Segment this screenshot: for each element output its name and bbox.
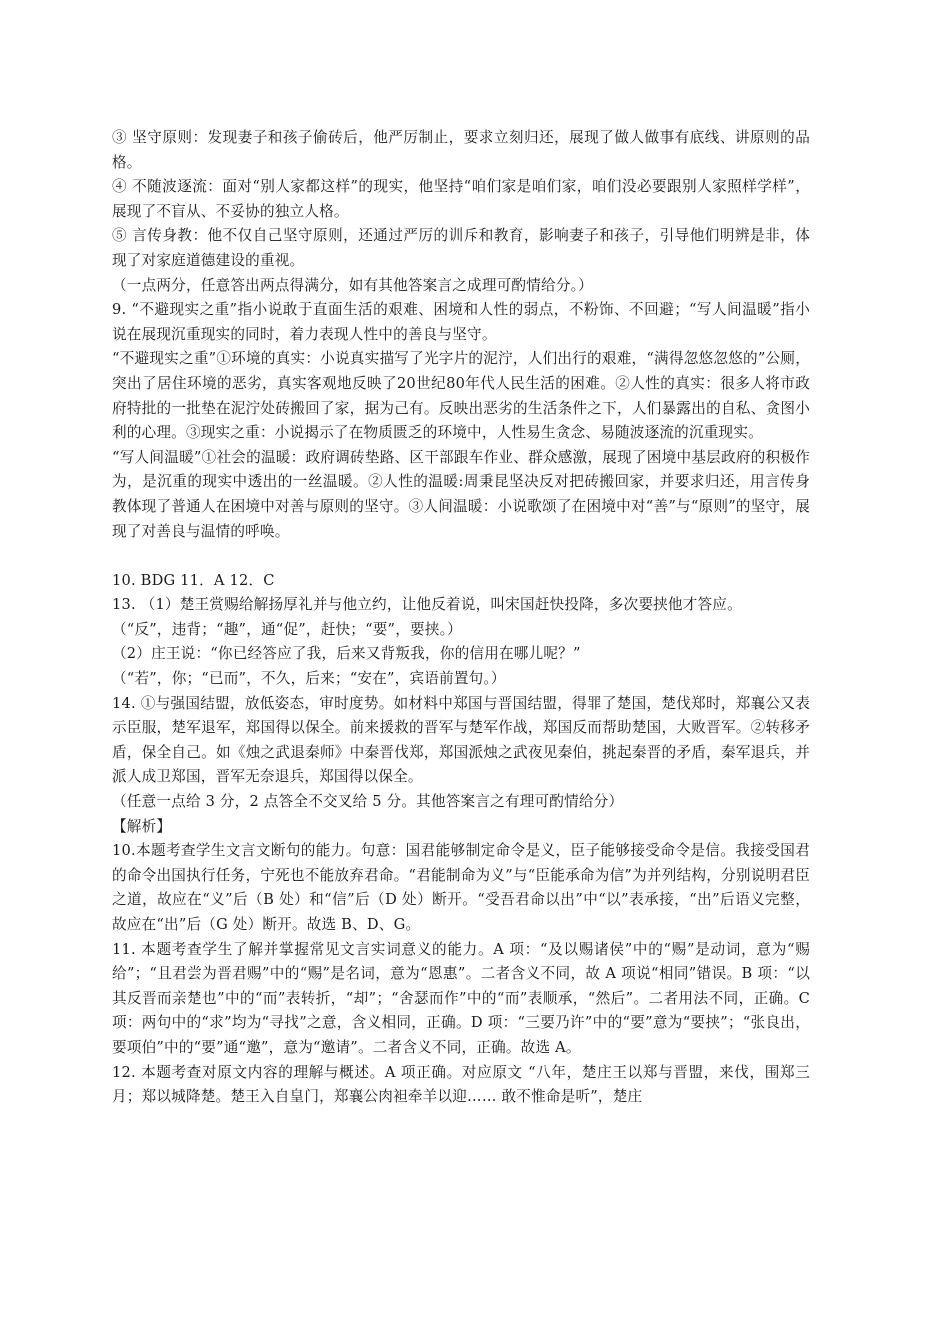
paragraph-point-5: ⑤ 言传身教：他不仅自己坚守原则，还通过严厉的训斥和教育，影响妻子和孩子，引导他们明辨是非，体现了对家庭道德建设的重视。 — [112, 227, 810, 269]
paragraph-question-13-2: （2）庄王说：“你已经答应了我，后来又背叛我，你的信用在哪儿呢？” — [112, 645, 581, 663]
paragraph-reality-weight: “不避现实之重”①环境的真实：小说真实描写了光字片的泥泞，人们出行的艰难，“满得忽悠忽悠的”公厕，突出了居住环境的恶劣，真实客观地反映了20世纪80年代人民生活的困难。②人性的真实：很多人将市政府特批的一批垫在泥泞处砖搬回了家，据为己有。反映出恶劣的生活条件之下，人们暴露出的自私、贪图小利的心理。③现实之重：小说揭示了在物质匮乏的环境中，人性易生贪念、易随波逐流的沉重现实。 — [112, 350, 810, 442]
blank-line — [112, 544, 810, 569]
paragraph-question-13-1: 13. （1）楚王赏赐给解扬厚礼并与他立约，让他反着说，叫宋国赶快投降，多次要挟他才答应。 — [112, 596, 742, 614]
paragraph-scoring-note: （一点两分，任意答出两点得满分，如有其他答案言之成理可酌情给分。） — [112, 276, 593, 294]
paragraph-point-4: ④ 不随波逐流：面对“别人家都这样”的现实，他坚持“咱们家是咱们家，咱们没必要跟别人家照样学样”，展现了不盲从、不妥协的独立人格。 — [112, 178, 810, 220]
paragraph-question-14-scoring: （任意一点给 3 分，2 点答全不交叉给 5 分。其他答案言之有理可酌情给分） — [112, 793, 624, 811]
paragraph-analysis-10: 10.本题考查学生文言文断句的能力。句意：国君能够制定命令是义，臣子能够接受命令是信。我接受国君的命令出国执行任务，宁死也不能放弃君命。“君能制命为义”与“臣能承命为信”为并列结构，分别说明君臣之道，故应在“义”后（B 处）和“信”后（D 处）断开。“受吾君命以出”中“以”表承接，“出”后语义完整，故应在“出”后（G 处）断开。故选 B、D、G。 — [112, 842, 810, 933]
section-heading-analysis: 【解析】 — [112, 817, 172, 835]
paragraph-question-9: 9. “不避现实之重”指小说敢于直面生活的艰难、困境和人性的弱点，不粉饰、不回避；“写人间温暖”指小说在展现沉重现实的同时，着力表现人性中的善良与坚守。 — [112, 301, 810, 343]
paragraph-question-14: 14. ①与强国结盟，放低姿态，审时度势。如材料中郑国与晋国结盟，得罪了楚国，楚伐郑时，郑襄公又表示臣服，楚军退军，郑国得以保全。前来援救的晋军与楚军作战，郑国反而帮助楚国，大败晋军。②转移矛盾，保全自己。如《烛之武退秦师》中秦晋伐郑，郑国派烛之武夜见秦伯，挑起秦晋的矛盾，秦军退兵，并派人成卫郑国，晋军无奈退兵，郑国得以保全。 — [112, 694, 810, 786]
paragraph-question-13-1-notes: （“反”，违背；“趣”，通“促”，赶快；“要”，要挟。） — [112, 620, 462, 638]
paragraph-analysis-11: 11. 本题考查学生了解并掌握常见文言实词意义的能力。A 项：“及以赐诸侯”中的“赐”是动词，意为“赐给”；“且君尝为晋君赐”中的“赐”是名词，意为“恩惠”。二者含义不同，故 A 项说“相同”错误。B 项：“以其反晋而亲楚也”中的“而”表转折，“却”；“舍瑟而作”中的“而”表顺承，“然后”。二者用法不同，正确。C 项：两句中的“求”均为“寻找”之意，含义相同，正确。D 项：“三要乃许”中的“要”意为“要挟”；“张良出，要项伯”中的“要”通“邀”，意为“邀请”。二者含义不同，正确。故选 A。 — [112, 940, 810, 1056]
paragraph-point-3: ③ 坚守原则：发现妻子和孩子偷砖后，他严厉制止，要求立刻归还，展现了做人做事有底线、讲原则的品格。 — [112, 129, 810, 171]
paragraph-analysis-12: 12. 本题考查对原文内容的理解与概述。A 项正确。对应原文 “八年，楚庄王以郑与晋盟，来伐，围郑三月；郑以城降楚。楚王入自皇门，郑襄公肉袒牵羊以迎…… 敢不惟命是听”，楚庄 — [112, 1063, 810, 1106]
paragraph-question-13-2-notes: （“若”，你；“已而”，不久，后来；“安在”，宾语前置句。） — [112, 670, 506, 688]
paragraph-human-warmth: “写人间温暖”①社会的温暖：政府调砖垫路、区干部跟车作业、群众感激，展现了困境中基层政府的积极作为，是沉重的现实中透出的一丝温暖。②人性的温暖:周秉昆坚决反对把砖搬回家，并要求归还，用言传身教体现了普通人在困境中对善与原则的坚守。③人间温暖：小说歌颂了在困境中对“善”与“原则”的坚守，展现了对善良与温情的呼唤。 — [112, 448, 810, 540]
paragraph-answers-10-12: 10. BDG 11．A 12．C — [112, 571, 275, 589]
